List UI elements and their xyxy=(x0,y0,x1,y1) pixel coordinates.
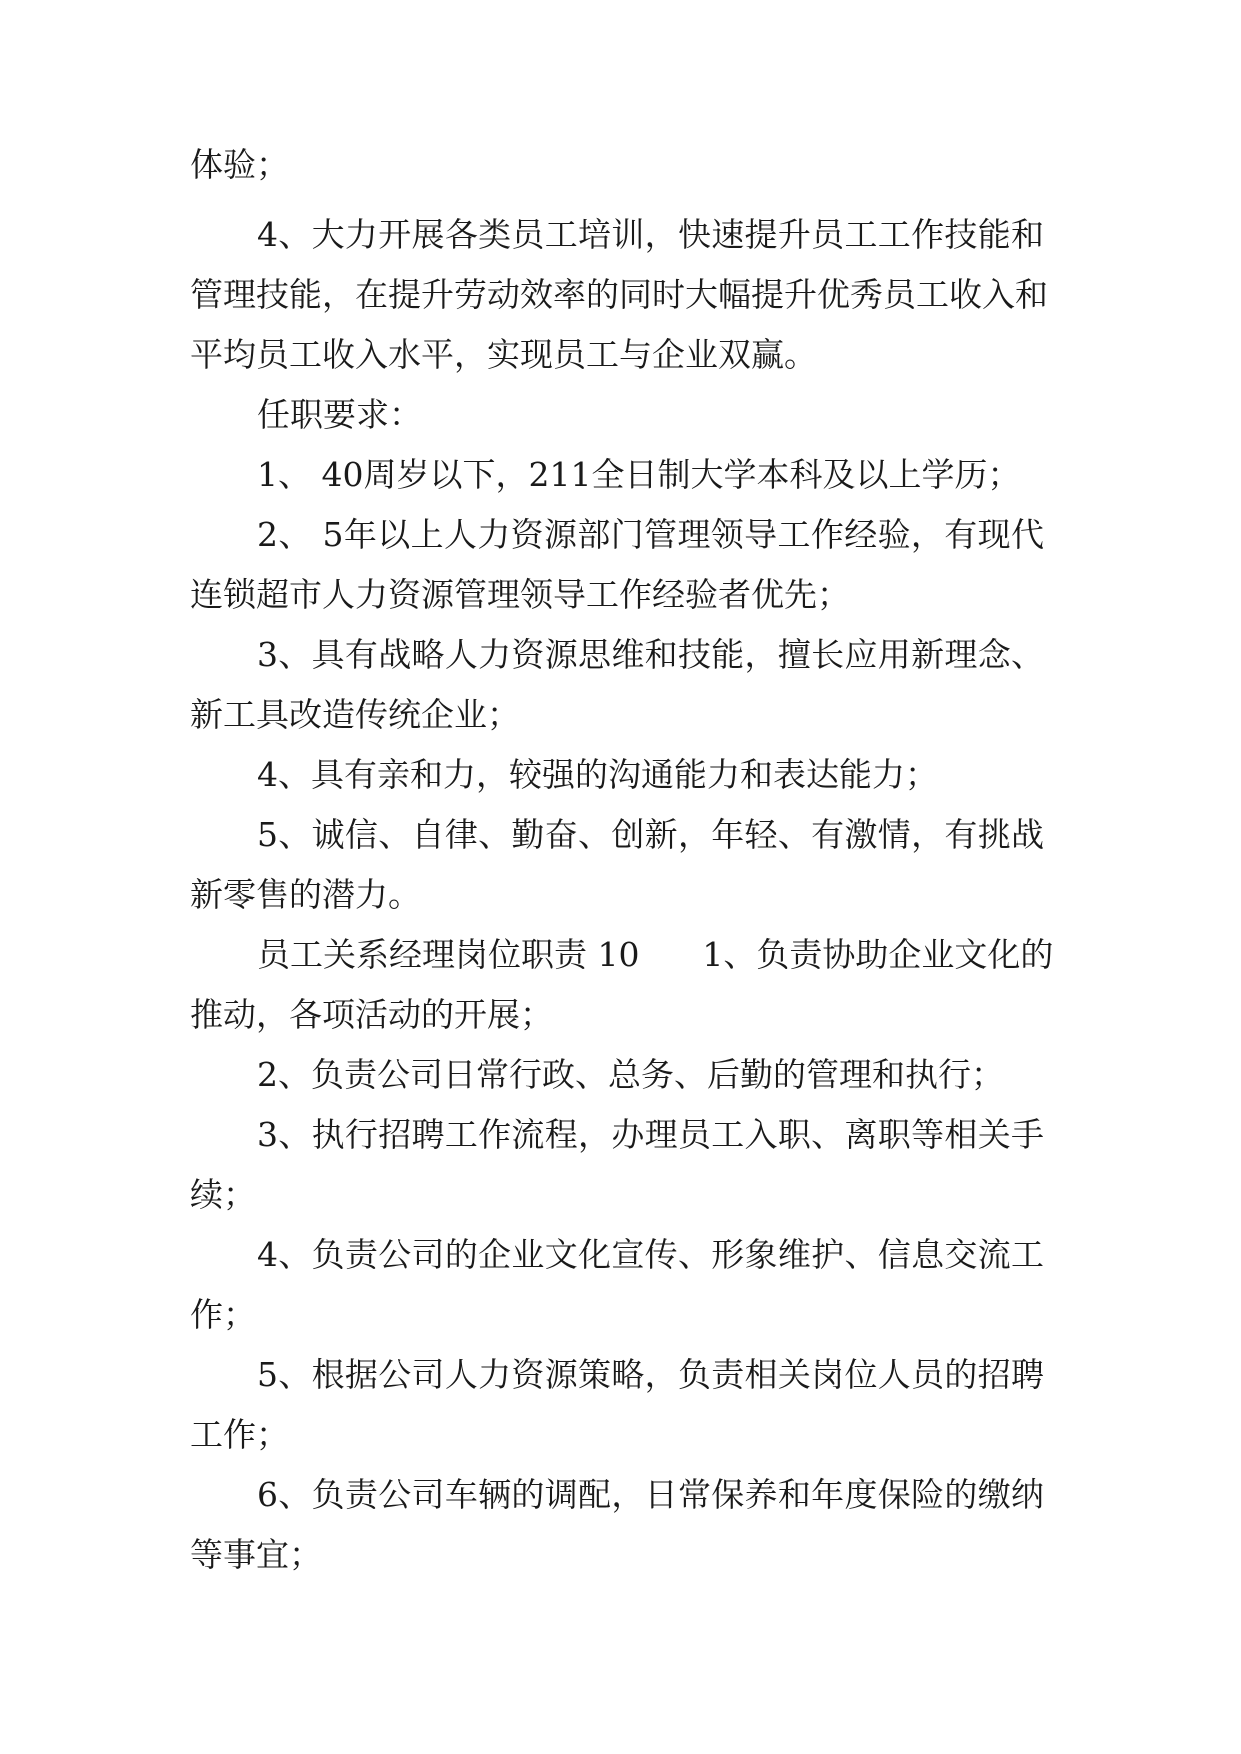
line-text: 4、大力开展各类员工培训，快速提升员工工作技能和 xyxy=(257,215,1044,254)
line-text: 平均员工收入水平，实现员工与企业双赢。 xyxy=(190,335,817,374)
text-line xyxy=(0,1230,1241,1280)
line-text: 连锁超市人力资源管理领导工作经验者优先； xyxy=(190,575,850,614)
text-line xyxy=(0,930,1241,980)
text-line xyxy=(0,570,1241,620)
line-text: 5、根据公司人力资源策略，负责相关岗位人员的招聘 xyxy=(257,1355,1044,1394)
text-line xyxy=(0,1350,1241,1400)
line-text: 任职要求： xyxy=(257,395,422,434)
text-line xyxy=(0,510,1241,560)
text-line xyxy=(0,1470,1241,1520)
text-line xyxy=(0,750,1241,800)
text-line xyxy=(0,1290,1241,1340)
text-line xyxy=(0,1410,1241,1460)
line-text: 6、负责公司车辆的调配，日常保养和年度保险的缴纳 xyxy=(257,1475,1044,1514)
text-line xyxy=(0,210,1241,260)
line-text: 管理技能，在提升劳动效率的同时大幅提升优秀员工收入和 xyxy=(190,275,1048,314)
text-line xyxy=(0,270,1241,320)
text-line xyxy=(0,810,1241,860)
text-line xyxy=(0,450,1241,500)
line-text: 4、具有亲和力，较强的沟通能力和表达能力； xyxy=(257,755,938,794)
text-line xyxy=(0,1170,1241,1220)
line-text: 2、 5年以上人力资源部门管理领导工作经验，有现代 xyxy=(257,515,1044,554)
line-text: 新零售的潜力。 xyxy=(190,875,421,914)
text-line xyxy=(0,1110,1241,1160)
text-line xyxy=(0,990,1241,1040)
line-text: 3、执行招聘工作流程，办理员工入职、离职等相关手 xyxy=(257,1115,1044,1154)
text-line xyxy=(0,870,1241,920)
line-text: 新工具改造传统企业； xyxy=(190,695,520,734)
text-line xyxy=(0,330,1241,380)
line-text: 推动，各项活动的开展； xyxy=(190,995,553,1034)
section-heading xyxy=(0,390,1241,440)
line-text: 4、负责公司的企业文化宣传、形象维护、信息交流工 xyxy=(257,1235,1044,1274)
line-text: 3、具有战略人力资源思维和技能，擅长应用新理念、 xyxy=(257,635,1044,674)
line-text: 体验； xyxy=(190,145,289,184)
line-text: 1、 40周岁以下，211全日制大学本科及以上学历； xyxy=(257,455,1021,494)
line-text: 工作； xyxy=(190,1415,289,1454)
text-line xyxy=(0,1530,1241,1580)
text-line xyxy=(0,1050,1241,1100)
line-text: 5、诚信、自律、勤奋、创新，年轻、有激情，有挑战 xyxy=(257,815,1044,854)
line-text: 作； xyxy=(190,1295,256,1334)
line-text: 等事宜； xyxy=(190,1535,322,1574)
line-text: 续； xyxy=(190,1175,256,1214)
text-line xyxy=(0,690,1241,740)
text-line xyxy=(0,140,1241,190)
line-text: 2、负责公司日常行政、总务、后勤的管理和执行； xyxy=(257,1055,1004,1094)
text-line xyxy=(0,630,1241,680)
line-text: 员工关系经理岗位职责 10 1、负责协助企业文化的 xyxy=(257,935,1054,974)
